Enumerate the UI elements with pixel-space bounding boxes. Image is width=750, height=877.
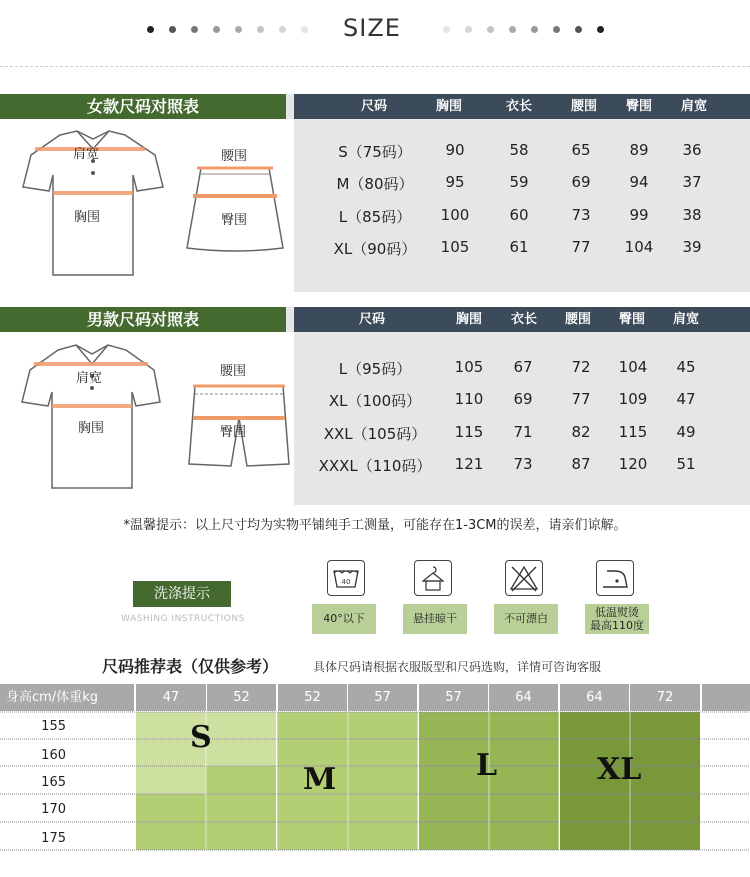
table-cell: 45 — [676, 358, 696, 376]
height-label: 175 — [41, 831, 66, 846]
decor-dot — [147, 26, 154, 33]
care-label — [585, 604, 649, 634]
col-shoulder: 肩宽 — [680, 99, 707, 114]
table-cell: 105 — [454, 358, 484, 376]
col-length: 衣长 — [505, 99, 532, 114]
hang-dry-icon — [414, 560, 452, 596]
decor-dot — [553, 26, 560, 33]
decor-dot — [279, 26, 286, 33]
weight-header: 72 — [630, 684, 700, 711]
table-cell: 115 — [454, 423, 484, 441]
col-length: 衣长 — [510, 312, 537, 327]
women-chest-label: 胸围 — [74, 210, 101, 225]
table-cell: L（85码） — [338, 208, 412, 226]
men-chest-label: 胸围 — [78, 421, 105, 436]
recommend-title: 尺码推荐表（仅供参考） — [102, 657, 279, 676]
decor-dot — [235, 26, 242, 33]
women-waist-label: 腰围 — [221, 149, 248, 164]
table-cell: 109 — [618, 390, 648, 408]
table-cell: S（75码） — [338, 143, 412, 161]
care-label-line: 低温熨烫 — [595, 606, 639, 619]
table-cell: 49 — [676, 423, 696, 441]
table-cell: 69 — [571, 173, 591, 191]
col-size: 尺码 — [358, 312, 385, 327]
measurement-note: *温馨提示：以上尺寸均为实物平铺纯手工测量，可能存在1-3CM的误差，请亲们谅解。 — [123, 518, 627, 533]
col-size: 尺码 — [360, 99, 387, 114]
table-cell: 71 — [513, 423, 533, 441]
table-cell: 61 — [509, 238, 529, 256]
table-cell: 72 — [571, 358, 591, 376]
table-cell: 39 — [682, 238, 702, 256]
col-waist: 腰围 — [570, 99, 597, 114]
weight-header: 64 — [560, 684, 629, 711]
decor-dot — [531, 26, 538, 33]
no-bleach-icon — [505, 560, 543, 596]
table-cell: 82 — [571, 423, 591, 441]
table-cell: 59 — [509, 173, 529, 191]
table-cell: XL（100码） — [328, 392, 422, 410]
weight-header: 57 — [419, 684, 488, 711]
col-hip: 臀围 — [625, 99, 652, 114]
height-label: 165 — [41, 775, 66, 790]
weight-header: 47 — [136, 684, 206, 711]
care-label: 不可漂白 — [494, 604, 558, 634]
table-cell: 51 — [676, 455, 696, 473]
low-iron-icon — [596, 560, 634, 596]
height-label: 155 — [41, 719, 66, 734]
decor-dot — [213, 26, 220, 33]
table-cell: 120 — [618, 455, 648, 473]
weight-header: 52 — [278, 684, 347, 711]
washing-title: 洗涤提示 — [133, 581, 231, 607]
men-shoulder-label: 肩宽 — [76, 371, 103, 386]
table-cell: 36 — [682, 141, 702, 159]
col-waist: 腰围 — [564, 312, 591, 327]
table-cell: M（80码） — [336, 175, 414, 193]
table-cell: 73 — [513, 455, 533, 473]
table-cell: 87 — [571, 455, 591, 473]
table-cell: 95 — [445, 173, 465, 191]
col-hip: 臀围 — [618, 312, 645, 327]
men-table-header — [294, 307, 750, 332]
decor-dot — [597, 26, 604, 33]
care-label: 悬挂晾干 — [403, 604, 467, 634]
table-cell: L（95码） — [338, 360, 412, 378]
women-table-header — [294, 94, 750, 119]
decor-dot — [575, 26, 582, 33]
table-cell: 110 — [454, 390, 484, 408]
table-cell: 38 — [682, 206, 702, 224]
col-shoulder: 肩宽 — [672, 312, 699, 327]
divider — [0, 66, 750, 67]
women-hip-label: 臀围 — [221, 213, 248, 228]
weight-header: 64 — [489, 684, 558, 711]
table-cell: 104 — [618, 358, 648, 376]
table-cell: 121 — [454, 455, 484, 473]
svg-text:40: 40 — [341, 578, 351, 586]
women-shoulder-label: 肩宽 — [73, 147, 100, 162]
care-label: 40°以下 — [312, 604, 376, 634]
corner-header: 身高cm/体重kg — [0, 684, 134, 711]
men-section-title: 男款尺码对照表 — [0, 307, 286, 332]
table-cell: 77 — [571, 390, 591, 408]
table-cell: 69 — [513, 390, 533, 408]
table-cell: 47 — [676, 390, 696, 408]
decor-dot — [443, 26, 450, 33]
men-waist-label: 腰围 — [220, 364, 247, 379]
decor-dot — [509, 26, 516, 33]
decor-dot — [191, 26, 198, 33]
table-cell: XL（90码） — [333, 240, 417, 258]
size-letter-m: M — [303, 762, 337, 797]
page-title: SIZE — [343, 14, 401, 42]
table-cell: 58 — [509, 141, 529, 159]
men-hip-label: 臀围 — [220, 425, 247, 440]
decor-dot — [487, 26, 494, 33]
height-label: 160 — [41, 748, 66, 763]
table-cell: XXXL（110码） — [318, 457, 432, 475]
table-cell: 100 — [440, 206, 470, 224]
decor-dot — [465, 26, 472, 33]
height-label: 170 — [41, 802, 66, 817]
women-section-title: 女款尺码对照表 — [0, 94, 286, 119]
table-cell: 105 — [440, 238, 470, 256]
table-cell: 73 — [571, 206, 591, 224]
col-chest: 胸围 — [435, 99, 462, 114]
table-cell: 60 — [509, 206, 529, 224]
washing-subtitle: WASHING INSTRUCTIONS — [121, 614, 245, 624]
table-cell: 90 — [445, 141, 465, 159]
recommend-subtitle: 具体尺码请根据衣服版型和尺码选购，详情可咨询客服 — [313, 660, 602, 674]
size-letter-xl: XL — [597, 752, 642, 787]
weight-header: 57 — [348, 684, 417, 711]
table-cell: 89 — [629, 141, 649, 159]
table-cell: 115 — [618, 423, 648, 441]
table-cell: 104 — [624, 238, 654, 256]
decor-dot — [301, 26, 308, 33]
care-label-line: 最高110度 — [590, 619, 644, 632]
decor-dot — [169, 26, 176, 33]
table-cell: XXL（105码） — [323, 425, 427, 443]
table-cell: 77 — [571, 238, 591, 256]
size-letter-l: L — [476, 748, 498, 783]
decor-dot — [257, 26, 264, 33]
table-cell: 37 — [682, 173, 702, 191]
table-cell: 99 — [629, 206, 649, 224]
table-cell: 67 — [513, 358, 533, 376]
table-cell: 94 — [629, 173, 649, 191]
weight-header: 52 — [207, 684, 276, 711]
col-chest: 胸围 — [455, 312, 482, 327]
size-letter-s: S — [190, 720, 212, 755]
wash-40-icon — [327, 560, 365, 596]
table-cell: 65 — [571, 141, 591, 159]
